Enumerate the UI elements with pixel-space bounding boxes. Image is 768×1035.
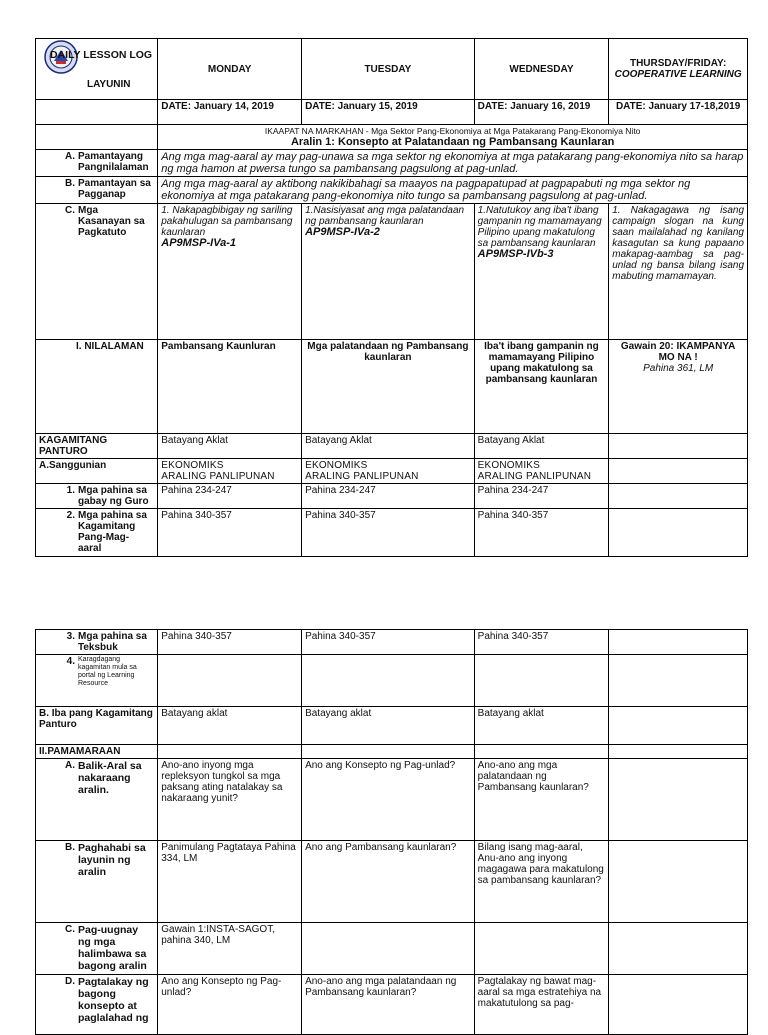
- teksbuk-label: 3. Mga pahina sa Teksbuk: [36, 630, 158, 655]
- day-thursday-friday: [609, 39, 748, 100]
- materials-wednesday: Batayang Aklat: [474, 434, 609, 459]
- content-thursday-title: Gawain 20: IKAMPANYA MO NA !: [620, 341, 736, 363]
- teksbuk-wednesday: Pahina 340-357: [474, 630, 609, 655]
- performance-standard-row: [36, 177, 748, 204]
- materials-thursday: [609, 434, 748, 459]
- nilalaman-label: I. NILALAMAN: [36, 340, 158, 434]
- teksbuk-monday: Pahina 340-357: [158, 630, 302, 655]
- materials-row: [36, 434, 748, 459]
- competency-thursday: 1. Nakagagawa ng isang campaign slogan na kung saan mailalahad ng kanilang kasagutan sa kung papaano makapag-aambag sa pag-unlad ng bansa bilang isang mabuting mamamayan.: [609, 204, 748, 340]
- guro-thursday: [609, 484, 748, 509]
- paghahabi-tuesday: Ano ang Pambansang kaunlaran?: [302, 841, 475, 923]
- dll-title: DAILY LESSON LOG: [50, 49, 153, 61]
- content-standard-text: Ang mga mag-aaral ay may pag-unawa sa mga sektor ng ekonomiya at mga patakarang pang-ekonomiya nito sa harap ng mga hamon at pwersa tungo sa pambansang pagsulong at pag-unlad.: [158, 150, 748, 177]
- competencies-label: C. Mga Kasanayan sa Pagkatuto: [36, 204, 158, 340]
- day-monday: MONDAY: [158, 39, 302, 100]
- balik-aral-tuesday: Ano ang Konsepto ng Pag-unlad?: [302, 759, 475, 841]
- lm-wednesday: Pahina 340-357: [474, 509, 609, 557]
- day-thursday-label: THURSDAY/FRIDAY:: [629, 58, 727, 69]
- cooperative-learning-label: COOPERATIVE LEARNING: [614, 69, 742, 80]
- competency-code-tuesday: AP9MSP-IVa-2: [305, 226, 380, 238]
- teksbuk-tuesday: Pahina 340-357: [302, 630, 475, 655]
- balik-aral-monday: Ano-ano inyong mga repleksyon tungkol sa mga paksang ating natalakay sa nakaraang yunit?: [158, 759, 302, 841]
- iba-pang-kagamitan-row: [36, 707, 748, 745]
- learning-resource-label: 4. Karagdagang kagamitan mula sa portal ng Learning Resource: [36, 655, 158, 707]
- pagtalakay-row: [36, 975, 748, 1035]
- lesson-log-table-page1: [35, 38, 748, 557]
- iba-pang-kagamitan-label: B. Iba pang Kagamitang Panturo: [36, 707, 158, 745]
- lesson-title: Aralin 1: Konsepto at Palatandaan ng Pambansang Kaunlaran: [290, 136, 615, 148]
- title-cell: [36, 39, 158, 100]
- lesson-log-table-page2: [35, 629, 748, 1035]
- content-thursday: [609, 340, 748, 434]
- competency-code-monday: AP9MSP-IVa-1: [161, 237, 237, 249]
- competency-wednesday: 1.Natutukoy ang iba't ibang gampanin ng mamamayang Pilipino upang makatulong sa pambansang kaunlaran AP9MSP-IVb-3: [474, 204, 609, 340]
- pag-uugnay-wednesday: [474, 923, 609, 975]
- materials-tuesday: Batayang Aklat: [302, 434, 475, 459]
- competency-tuesday: 1.Nasisiyasat ang mga palatandaan ng pambansang kaunlaran AP9MSP-IVa-2: [302, 204, 475, 340]
- pagtalakay-wednesday: Pagtalakay ng bawat mag-aaral sa mga estratehiya na makatutulong sa pag-: [474, 975, 609, 1035]
- iba-thursday: [609, 707, 748, 745]
- guro-label: 1. Mga pahina sa gabay ng Guro: [36, 484, 158, 509]
- date-monday: DATE: January 14, 2019: [158, 100, 302, 125]
- header-row: [36, 39, 748, 100]
- teksbuk-row: [36, 630, 748, 655]
- pagtalakay-thursday: [609, 975, 748, 1035]
- performance-standard-text: Ang mga mag-aaral ay aktibong nakikibahagi sa maayos na pagpapatupad at pagpapabuti ng mga sektor ng ekonomiya at mga patakarang pang-ekonomiya nito tungo sa pambansang pagsulong at pag-unlad.: [158, 177, 748, 204]
- pamamaraan-label: II.PAMAMARAAN: [36, 745, 158, 759]
- pamamaraan-row: [36, 745, 748, 759]
- iba-tuesday: Batayang aklat: [302, 707, 475, 745]
- pag-uugnay-monday: Gawain 1:INSTA-SAGOT, pahina 340, LM: [158, 923, 302, 975]
- paghahabi-thursday: [609, 841, 748, 923]
- lr-thursday: [609, 655, 748, 707]
- content-tuesday: Mga palatandaan ng Pambansang kaunlaran: [302, 340, 475, 434]
- day-tuesday: TUESDAY: [302, 39, 475, 100]
- teksbuk-thursday: [609, 630, 748, 655]
- pagtalakay-label: D. Pagtalakay ng bagong konsepto at paglalahad ng: [36, 975, 158, 1035]
- lr-monday: [158, 655, 302, 707]
- pag-uugnay-thursday: [609, 923, 748, 975]
- lm-label: 2. Mga pahina sa Kagamitang Pang-Mag-aaral: [36, 509, 158, 557]
- sanggunian-row: [36, 459, 748, 484]
- guro-wednesday: Pahina 234-247: [474, 484, 609, 509]
- guro-row: [36, 484, 748, 509]
- balik-aral-row: [36, 759, 748, 841]
- performance-standard-label: B. Pamantayan sa Pagganap: [36, 177, 158, 204]
- learning-resource-row: [36, 655, 748, 707]
- lm-tuesday: Pahina 340-357: [302, 509, 475, 557]
- date-row: [36, 100, 748, 125]
- sanggunian-thursday: [609, 459, 748, 484]
- date-thursday: DATE: January 17-18,2019: [609, 100, 748, 125]
- competency-code-wednesday: AP9MSP-IVb-3: [477, 248, 554, 260]
- paghahabi-row: [36, 841, 748, 923]
- lr-tuesday: [302, 655, 475, 707]
- pag-uugnay-label: C. Pag-uugnay ng mga halimbawa sa bagong aralin: [36, 923, 158, 975]
- sanggunian-monday: EKONOMIKS ARALING PANLIPUNAN: [158, 459, 302, 484]
- kagamitang-panturo-label: KAGAMITANG PANTURO: [36, 434, 158, 459]
- balik-aral-wednesday: Ano-ano ang mga palatandaan ng Pambansang kaunlaran?: [474, 759, 609, 841]
- lm-thursday: [609, 509, 748, 557]
- date-tuesday: DATE: January 15, 2019: [302, 100, 475, 125]
- content-wednesday: Iba't ibang gampanin ng mamamayang Pilipino upang makatulong sa pambansang kaunlaran: [474, 340, 609, 434]
- content-standard-row: [36, 150, 748, 177]
- paghahabi-monday: Panimulang Pagtataya Pahina 334, LM: [158, 841, 302, 923]
- quarter-row: [36, 125, 748, 150]
- paghahabi-wednesday: Bilang isang mag-aaral, Anu-ano ang inyong magagawa para makatulong sa pambansang kaunlaran?: [474, 841, 609, 923]
- quarter-cell: [158, 125, 748, 150]
- content-standard-label: A. Pamantayang Pangnilalaman: [36, 150, 158, 177]
- guro-tuesday: Pahina 234-247: [302, 484, 475, 509]
- balik-aral-label: A. Balik-Aral sa nakaraang aralin.: [36, 759, 158, 841]
- date-wednesday: DATE: January 16, 2019: [474, 100, 609, 125]
- sanggunian-wednesday: EKONOMIKS ARALING PANLIPUNAN: [474, 459, 609, 484]
- quarter-title: IKAAPAT NA MARKAHAN - Mga Sektor Pang-Ekonomiya at Mga Patakarang Pang-Ekonomiya Nito: [264, 126, 641, 136]
- sanggunian-tuesday: EKONOMIKS ARALING PANLIPUNAN: [302, 459, 475, 484]
- day-wednesday: WEDNESDAY: [474, 39, 609, 100]
- iba-wednesday: Batayang aklat: [474, 707, 609, 745]
- content-thursday-page: Pahina 361, LM: [643, 363, 714, 374]
- pagtalakay-tuesday: Ano-ano ang mga palatandaan ng Pambansang kaunlaran?: [302, 975, 475, 1035]
- paghahabi-label: B. Paghahabi sa layunin ng aralin: [36, 841, 158, 923]
- date-label-cell: [36, 100, 158, 125]
- lm-monday: Pahina 340-357: [158, 509, 302, 557]
- pag-uugnay-tuesday: [302, 923, 475, 975]
- quarter-label-cell: [36, 125, 158, 150]
- iba-monday: Batayang aklat: [158, 707, 302, 745]
- pagtalakay-monday: Ano ang Konsepto ng Pag-unlad?: [158, 975, 302, 1035]
- guro-monday: Pahina 234-247: [158, 484, 302, 509]
- sanggunian-label: A.Sanggunian: [36, 459, 158, 484]
- balik-aral-thursday: [609, 759, 748, 841]
- lm-row: [36, 509, 748, 557]
- lr-wednesday: [474, 655, 609, 707]
- content-row: [36, 340, 748, 434]
- competencies-row: [36, 204, 748, 340]
- pag-uugnay-row: [36, 923, 748, 975]
- content-monday: Pambansang Kaunluran: [158, 340, 302, 434]
- layunin-label: LAYUNIN: [87, 79, 131, 90]
- materials-monday: Batayang Aklat: [158, 434, 302, 459]
- competency-monday: 1. Nakapagbibigay ng sariling pakahulugan sa pambansang kaunlaran AP9MSP-IVa-1: [158, 204, 302, 340]
